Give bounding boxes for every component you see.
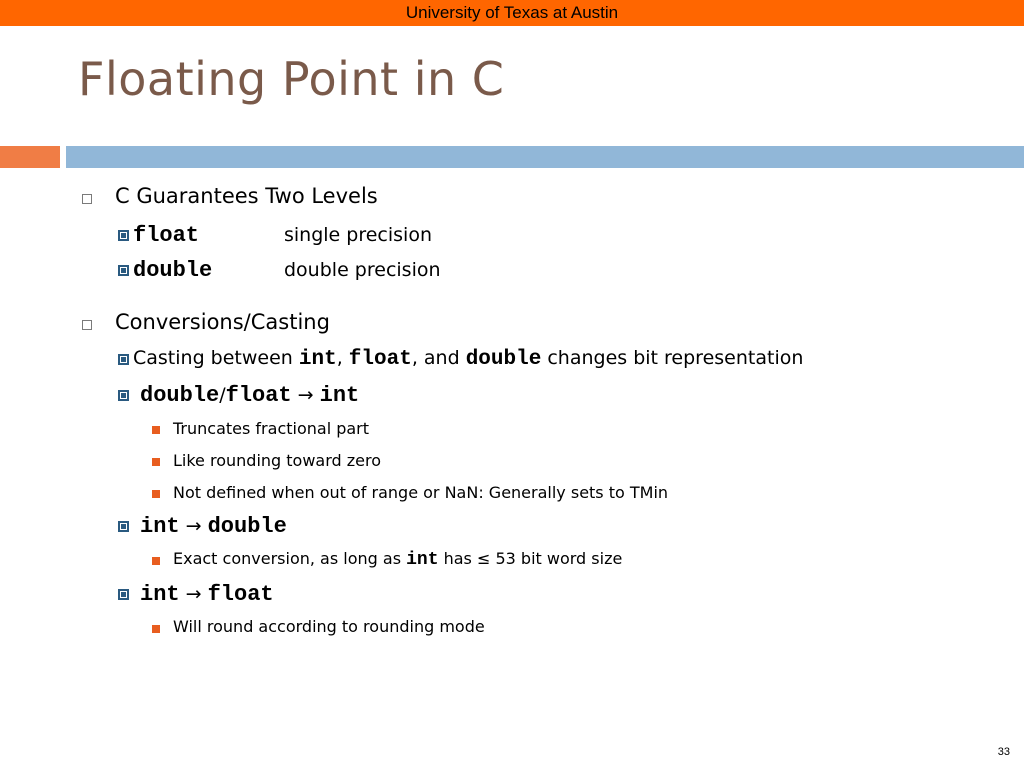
- code-int: int: [140, 514, 180, 539]
- bullet-c-guarantees: C Guarantees Two Levels: [115, 184, 378, 208]
- arrow-icon: →: [179, 583, 208, 605]
- solid-square-bullet-icon: [152, 426, 160, 434]
- text-segment: , and: [411, 347, 466, 369]
- bullet-float: [133, 223, 199, 248]
- text-segment: Exact conversion, as long as: [173, 549, 407, 568]
- square-bullet-icon: [118, 521, 129, 532]
- bullet-double: [133, 258, 212, 283]
- title-rule-accent: [0, 146, 60, 168]
- hollow-square-bullet-icon: [82, 320, 92, 330]
- bullet-truncates: Truncates fractional part: [173, 419, 370, 438]
- bullet-will-round: Will round according to rounding mode: [173, 617, 485, 636]
- code-float: float: [348, 348, 412, 371]
- solid-square-bullet-icon: [152, 458, 160, 466]
- code-int: int: [298, 348, 337, 371]
- bullet-not-defined: Not defined when out of range or NaN: Generally sets to TMin: [173, 483, 669, 502]
- header-bar: [0, 0, 1024, 26]
- float-description: single precision: [284, 224, 433, 246]
- text-segment: ,: [336, 347, 349, 369]
- code-float: float: [207, 582, 274, 607]
- code-double: double: [133, 258, 213, 283]
- code-float: float: [133, 223, 200, 248]
- text-segment: has ≤ 53 bit word size: [438, 549, 623, 568]
- title-rule: [66, 146, 1024, 168]
- square-bullet-icon: [118, 589, 129, 600]
- double-description: double precision: [284, 259, 441, 281]
- solid-square-bullet-icon: [152, 557, 160, 565]
- bullet-conversions: Conversions/Casting: [115, 310, 330, 334]
- text-segment: Casting between: [133, 347, 299, 369]
- solid-square-bullet-icon: [152, 490, 160, 498]
- slide-title: Floating Point in C: [78, 52, 505, 106]
- square-bullet-icon: [118, 265, 129, 276]
- square-bullet-icon: [118, 230, 129, 241]
- code-double: double: [207, 514, 287, 539]
- code-int: int: [140, 582, 180, 607]
- bullet-double-float-to-int: [140, 383, 359, 408]
- code-double: double: [465, 348, 542, 371]
- bullet-casting-between: [133, 347, 803, 371]
- bullet-exact-conversion: [173, 549, 622, 570]
- code-double: double: [140, 383, 220, 408]
- text-segment: /: [219, 384, 226, 406]
- arrow-icon: →: [179, 515, 208, 537]
- text-segment: changes bit representation: [541, 347, 804, 369]
- code-int: int: [406, 550, 439, 570]
- arrow-icon: →: [291, 384, 320, 406]
- square-bullet-icon: [118, 354, 129, 365]
- page-number: 33: [997, 746, 1010, 758]
- code-float: float: [225, 383, 292, 408]
- bullet-int-to-float: [140, 582, 274, 607]
- code-int: int: [319, 383, 360, 408]
- bullet-rounding-toward-zero: Like rounding toward zero: [173, 451, 382, 470]
- bullet-int-to-double: [140, 514, 287, 539]
- square-bullet-icon: [118, 390, 129, 401]
- hollow-square-bullet-icon: [82, 194, 92, 204]
- solid-square-bullet-icon: [152, 625, 160, 633]
- institution-name: University of Texas at Austin: [405, 3, 619, 22]
